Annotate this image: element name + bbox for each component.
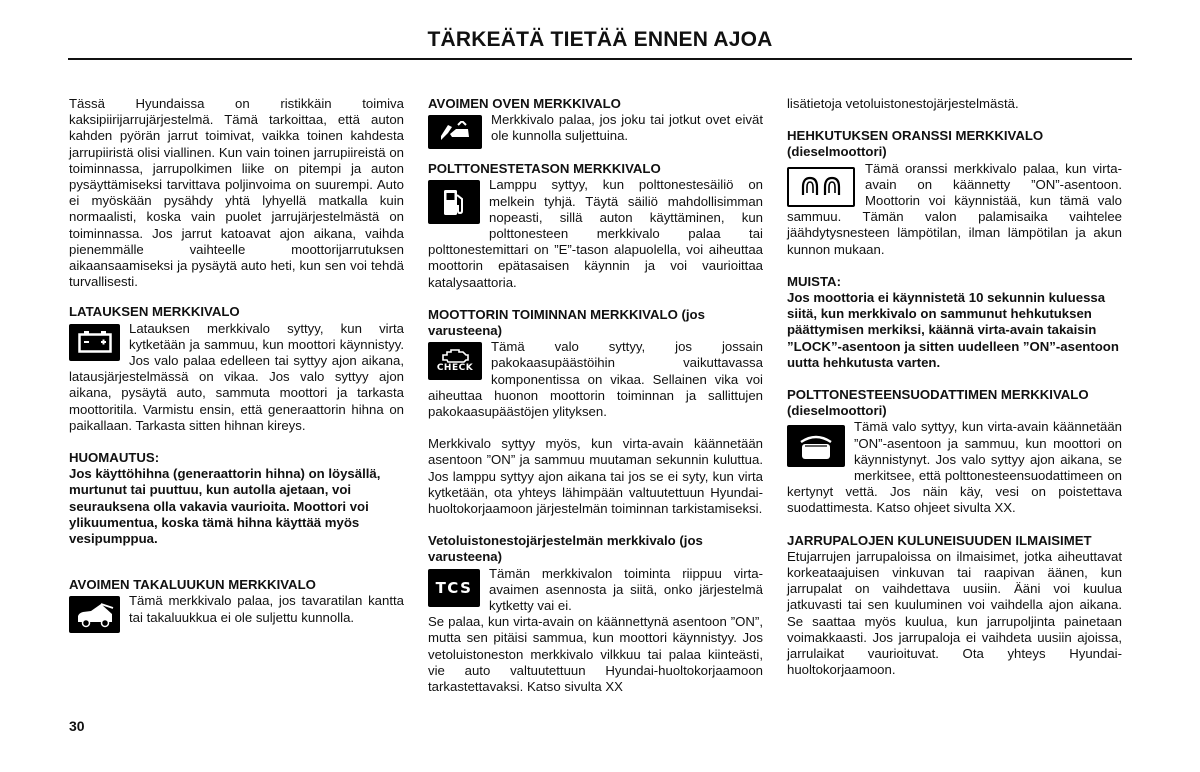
fuel-warning-title: POLTTONESTETASON MERKKIVALO: [428, 161, 661, 177]
trunk-warning-text: Tämä merkkivalo palaa, jos tavaratilan kantta tai takaluukkua ei ole suljettu kunnolla.: [129, 593, 404, 625]
open-trunk-icon: [69, 596, 120, 633]
header-divider: [68, 58, 1132, 60]
check-engine-icon-label: CHECK: [436, 362, 474, 373]
remember-title: MUISTA:: [787, 273, 841, 289]
fuel-filter-warning-title: POLTTONESTEENSUODATTIMEN MERKKIVALO (dieselmoottori): [787, 387, 1089, 419]
remember-text: Jos moottoria ei käynnistetä 10 sekunnin kuluessa siitä, kun merkkivalo on sammunut hehkutuksen päättymisen merkiksi, käännä virta-avain takaisin ”LOCK”-asentoon ja sitten uudelleen ”ON”-asentoon uutta hehkutusta varten.: [787, 290, 1119, 370]
trunk-warning-title: AVOIMEN TAKALUUKUN MERKKIVALO: [69, 577, 316, 593]
column-left: [69, 96, 404, 635]
check-engine-icon: [428, 342, 482, 380]
engine-warning-text-2: Merkkivalo syttyy myös, kun virta-avain käännetään asentoon ”ON” ja sammuu muutaman sekunnin kuluttua. Jos lamppu syttyy ajon aikana tai jos se ei syty, kun virta kytketään, ota yhteys lähimpään valtuutettuun Hyundai-huoltokorjaamoon järjestelmän toiminnan tarkistamiseksi.: [428, 436, 763, 517]
glow-warning-title: HEHKUTUKSEN ORANSSI MERKKIVALO (dieselmoottori): [787, 128, 1044, 160]
tcs-icon-label: TCS: [435, 578, 473, 597]
tcs-icon: [428, 569, 480, 607]
door-warning-title: AVOIMEN OVEN MERKKIVALO: [428, 96, 621, 111]
tcs-warning-text: Tämän merkkivalon toiminta riippuu virta-avaimen asennosta ja siitä, onko järjestelmä kytketty vai ei.: [489, 565, 763, 614]
engine-warning-text: Tämä valo syttyy, jos jossain pakokaasupäästöihin vaikuttavassa komponentissa on vikaa. Sellainen vika voi aiheuttaa huonon moottorin toiminnan ja sallittujen pakokaasupäästöjen ylityksen.: [428, 339, 763, 420]
glow-warning-text: Tämä oranssi merkkivalo palaa, kun virta-avain on käännetty ”ON”-asentoon. Moottorin voi käynnistää, kun tämä valo sammuu. Tämän valon palamisaika vaihtelee jäähdytysnesteen lämpötilan, ilman lämpötilan ja akun kunnon mukaan.: [787, 160, 1122, 257]
fuel-warning-text: Lamppu syttyy, kun polttonestesäiliö on melkein tyhjä. Täytä säiliö mahdollisimman nopeasti, sillä auton käyttäminen, kun polttonesteen merkkivalo palaa tai polttonestemittari on ”E”-tason alapuolella, voi aiheuttaa moottorin epätasaisen käynnin ja voi vaurioittaa katalysaattoria.: [428, 177, 763, 290]
fuel-filter-warning-text: Tämä valo syttyy, kun virta-avain käännetään ”ON”-asentoon ja sammuu, kun moottori on käynnistynyt. Jos valo syttyy ajon aikana, se merkitsee, että polttonesteensuodattimeen on kertynyt vettä. Jos näin käy, vesi on poistettava suodattimesta. Katso ohjeet sivulta XX.: [787, 419, 1122, 516]
page-number: 30: [69, 718, 85, 734]
tcs-warning-title: Vetoluistonestojärjestelmän merkkivalo (jos varusteena): [428, 533, 703, 565]
tcs-warning-text-2: Se palaa, kun virta-avain on käännettynä asentoon ”ON”, mutta sen pitäisi sammua, kun moottori käynnistyy. Jos vetoluistoneston merkkivalo vilkkuu tai palaa kiinteästi, vie auto valtuutettuun Hyundai-huoltokorjaamoon tarkastettavaksi. Katso sivulta XX: [428, 614, 763, 695]
dual-brake-intro: Tässä Hyundaissa on ristikkäin toimiva kaksipiirijarrujärjestelmä. Tämä tarkoittaa, että auton kahden pyörän jarrut toimivat, vaikka toinen kahdesta jarrupiiristä olisi viallinen. Kun vain toinen jarrupiireistä on toiminnassa, jarrupolkimen liike on pitempi ja auton pysäyttämiseksi tarvittava poljinvoima on suurempi. Auto ei myöskään pysähdy yhtä lyhyellä matkalla kuin normaalisti, koska vain puolet jarrujärjestelmästä on toiminnassa. Jos jarrut katoavat ajon aikana, vaihda pienemmälle vaihteelle moottorijarrutuksen aikaansaamiseksi ja pysäytä auto heti, kun sen voi tehdä turvallisesti.: [69, 96, 404, 290]
engine-warning-title: MOOTTORIN TOIMINNAN MERKKIVALO (jos varusteena): [428, 306, 705, 339]
column-right: [787, 96, 1122, 679]
open-door-icon: [428, 115, 482, 149]
battery-icon: [69, 324, 120, 361]
brake-pad-title: JARRUPALOJEN KULUNEISUUDEN ILMAISIMET: [787, 532, 1092, 548]
page-title: TÄRKEÄTÄ TIETÄÄ ENNEN AJOA: [427, 28, 773, 51]
note-text: Jos käyttöhihna (generaattorin hihna) on löysällä, murtunut tai puuttuu, kun autolla ajetaan, voi seurauksena olla vakavia vaurioita. Moottori voi ylikuumentua, koska tämä hihna käyttää myös vesipumppua.: [69, 466, 381, 547]
brake-pad-text: Etujarrujen jarrupaloissa on ilmaisimet, jotka aiheuttavat korkeataajuisen vinkuvan tai raapivan äänen, kun jarrupalat on vaihdettava uusiin. Ääni voi kuulua jatkuvasti tai sen kuuluminen voi vaihdella ajon aikana. Se saattaa myös kuulua, kun jarrupoljinta painetaan voimakkaasti. Jos jarrupaloja ei vaihdeta uusiin ajoissa, jarrulaikat vaurioituvat. Ota yhteys Hyundai-huoltokorjaamoon.: [787, 548, 1122, 678]
charge-warning-title: LATAUKSEN MERKKIVALO: [69, 304, 240, 320]
note-title: HUOMAUTUS:: [69, 450, 160, 466]
tcs-continuation-text: lisätietoja vetoluistonestojärjestelmästä.: [787, 96, 1019, 111]
fuel-pump-icon: [428, 180, 480, 224]
fuel-filter-icon: [787, 425, 845, 467]
door-warning-text: Merkkivalo palaa, jos joku tai jotkut ovet eivät ole kunnolla suljettuina.: [491, 112, 763, 144]
charge-warning-text: Latauksen merkkivalo syttyy, kun virta kytketään ja sammuu, kun moottori käynnistyy. Jos valo palaa edelleen tai syttyy ajon aikana, latausjärjestelmässä on vikaa. Jos valo syttyy ajon aikana, pysäytä auto, sammuta moottori ja tarkasta moottoritila. Varmistu ensin, että generaattorin hihna on paikallaan. Tarkasta sitten hihnan kireys.: [69, 320, 404, 433]
column-middle: [428, 96, 763, 695]
glow-plug-icon: [787, 167, 855, 207]
